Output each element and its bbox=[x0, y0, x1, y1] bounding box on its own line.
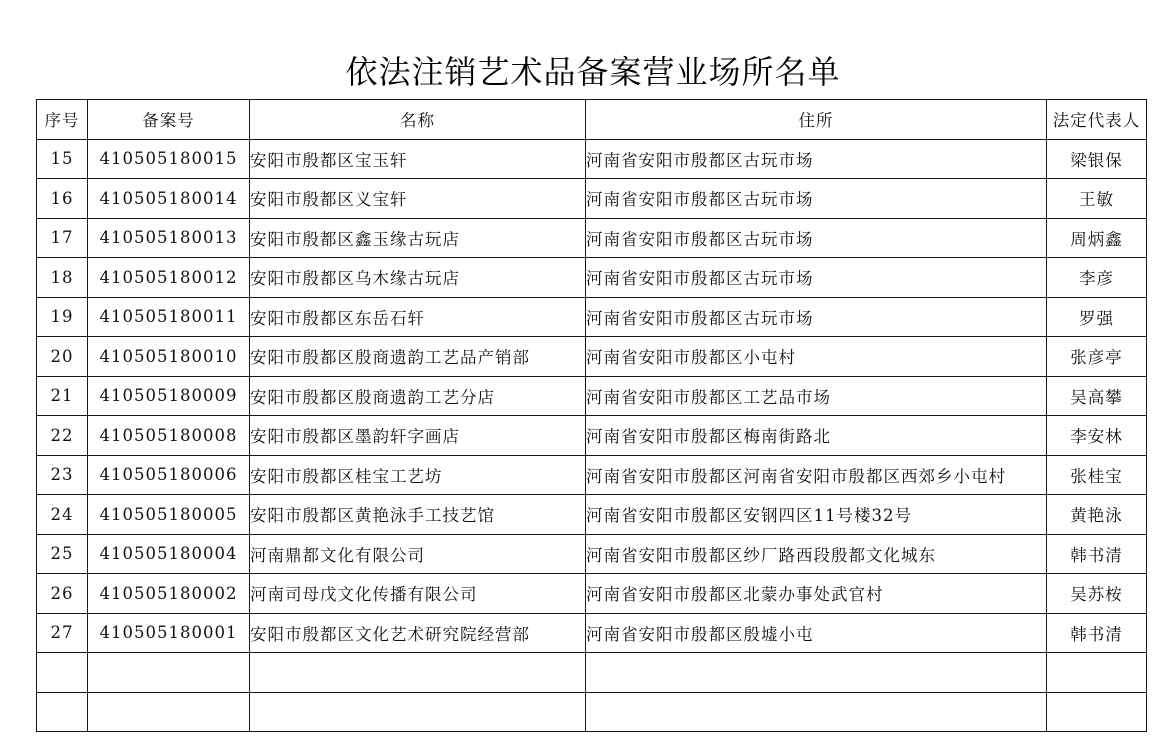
cell-name: 安阳市殷都区鑫玉缘古玩店 bbox=[250, 218, 586, 258]
cell-record-no: 410505180010 bbox=[88, 337, 250, 377]
cell-address: 河南省安阳市殷都区古玩市场 bbox=[586, 139, 1047, 179]
cell-legal-rep: 吴苏桉 bbox=[1047, 574, 1147, 614]
cell-address: 河南省安阳市殷都区古玩市场 bbox=[586, 258, 1047, 298]
cell-seq: 25 bbox=[37, 534, 88, 574]
cell-seq: 21 bbox=[37, 376, 88, 416]
cell-seq: 24 bbox=[37, 495, 88, 535]
cell-seq: 26 bbox=[37, 574, 88, 614]
cell-address: 河南省安阳市殷都区古玩市场 bbox=[586, 179, 1047, 219]
cell-name: 安阳市殷都区义宝轩 bbox=[250, 179, 586, 219]
cell-name: 河南鼎都文化有限公司 bbox=[250, 534, 586, 574]
cell-record-no: 410505180001 bbox=[88, 613, 250, 653]
cell-name: 安阳市殷都区东岳石轩 bbox=[250, 297, 586, 337]
table-row bbox=[37, 376, 1147, 416]
empty-cell bbox=[1047, 653, 1147, 693]
cell-name: 安阳市殷都区乌木缘古玩店 bbox=[250, 258, 586, 298]
cell-record-no: 410505180011 bbox=[88, 297, 250, 337]
table-header-row bbox=[37, 100, 1147, 140]
cell-address: 河南省安阳市殷都区北蒙办事处武官村 bbox=[586, 574, 1047, 614]
empty-cell bbox=[37, 692, 88, 732]
table-row bbox=[37, 139, 1147, 179]
table-row bbox=[37, 613, 1147, 653]
document-title: 依法注销艺术品备案营业场所名单 bbox=[345, 53, 841, 91]
cell-name: 安阳市殷都区殷商遗韵工艺分店 bbox=[250, 376, 586, 416]
header-seq: 序号 bbox=[37, 100, 88, 140]
cell-record-no: 410505180009 bbox=[88, 376, 250, 416]
cell-record-no: 410505180015 bbox=[88, 139, 250, 179]
cell-name: 安阳市殷都区文化艺术研究院经营部 bbox=[250, 613, 586, 653]
table-row bbox=[37, 179, 1147, 219]
empty-cell bbox=[88, 692, 250, 732]
table-row bbox=[37, 218, 1147, 258]
cell-record-no: 410505180006 bbox=[88, 455, 250, 495]
cell-seq: 17 bbox=[37, 218, 88, 258]
cell-legal-rep: 张桂宝 bbox=[1047, 455, 1147, 495]
cell-seq: 20 bbox=[37, 337, 88, 377]
cell-seq: 27 bbox=[37, 613, 88, 653]
cell-seq: 16 bbox=[37, 179, 88, 219]
cell-legal-rep: 李彦 bbox=[1047, 258, 1147, 298]
empty-table-row bbox=[37, 692, 1147, 732]
cell-seq: 15 bbox=[37, 139, 88, 179]
cell-name: 安阳市殷都区桂宝工艺坊 bbox=[250, 455, 586, 495]
cell-legal-rep: 黄艳泳 bbox=[1047, 495, 1147, 535]
cell-record-no: 410505180005 bbox=[88, 495, 250, 535]
cell-legal-rep: 韩书清 bbox=[1047, 534, 1147, 574]
cell-address: 河南省安阳市殷都区河南省安阳市殷都区西郊乡小屯村 bbox=[586, 455, 1047, 495]
cell-address: 河南省安阳市殷都区工艺品市场 bbox=[586, 376, 1047, 416]
empty-cell bbox=[250, 653, 586, 693]
header-address: 住所 bbox=[586, 100, 1047, 140]
cell-seq: 19 bbox=[37, 297, 88, 337]
cell-seq: 18 bbox=[37, 258, 88, 298]
cell-address: 河南省安阳市殷都区梅南街路北 bbox=[586, 416, 1047, 456]
cell-address: 河南省安阳市殷都区殷墟小屯 bbox=[586, 613, 1047, 653]
empty-cell bbox=[586, 692, 1047, 732]
cell-legal-rep: 王敏 bbox=[1047, 179, 1147, 219]
table-row bbox=[37, 416, 1147, 456]
cell-address: 河南省安阳市殷都区古玩市场 bbox=[586, 297, 1047, 337]
table-row bbox=[37, 337, 1147, 377]
table-row bbox=[37, 574, 1147, 614]
cell-seq: 22 bbox=[37, 416, 88, 456]
table-body bbox=[37, 139, 1147, 732]
table-row bbox=[37, 534, 1147, 574]
registry-table bbox=[36, 99, 1147, 732]
empty-table-row bbox=[37, 653, 1147, 693]
cell-record-no: 410505180012 bbox=[88, 258, 250, 298]
header-record-no: 备案号 bbox=[88, 100, 250, 140]
empty-cell bbox=[250, 692, 586, 732]
header-name: 名称 bbox=[250, 100, 586, 140]
cell-legal-rep: 吴高攀 bbox=[1047, 376, 1147, 416]
table-row bbox=[37, 495, 1147, 535]
cell-record-no: 410505180013 bbox=[88, 218, 250, 258]
cell-record-no: 410505180008 bbox=[88, 416, 250, 456]
cell-legal-rep: 周炳鑫 bbox=[1047, 218, 1147, 258]
empty-cell bbox=[88, 653, 250, 693]
table-row bbox=[37, 455, 1147, 495]
cell-legal-rep: 韩书清 bbox=[1047, 613, 1147, 653]
cell-legal-rep: 罗强 bbox=[1047, 297, 1147, 337]
cell-record-no: 410505180004 bbox=[88, 534, 250, 574]
cell-name: 安阳市殷都区墨韵轩字画店 bbox=[250, 416, 586, 456]
cell-name: 安阳市殷都区宝玉轩 bbox=[250, 139, 586, 179]
header-legal-rep: 法定代表人 bbox=[1047, 100, 1147, 140]
cell-address: 河南省安阳市殷都区古玩市场 bbox=[586, 218, 1047, 258]
table-row bbox=[37, 297, 1147, 337]
empty-cell bbox=[37, 653, 88, 693]
cell-record-no: 410505180002 bbox=[88, 574, 250, 614]
cell-name: 河南司母戊文化传播有限公司 bbox=[250, 574, 586, 614]
cell-legal-rep: 梁银保 bbox=[1047, 139, 1147, 179]
empty-cell bbox=[1047, 692, 1147, 732]
empty-cell bbox=[586, 653, 1047, 693]
cell-seq: 23 bbox=[37, 455, 88, 495]
cell-address: 河南省安阳市殷都区纱厂路西段殷都文化城东 bbox=[586, 534, 1047, 574]
cell-address: 河南省安阳市殷都区小屯村 bbox=[586, 337, 1047, 377]
cell-address: 河南省安阳市殷都区安钢四区11号楼32号 bbox=[586, 495, 1047, 535]
table-row bbox=[37, 258, 1147, 298]
cell-legal-rep: 张彦亭 bbox=[1047, 337, 1147, 377]
cell-record-no: 410505180014 bbox=[88, 179, 250, 219]
cell-name: 安阳市殷都区殷商遗韵工艺品产销部 bbox=[250, 337, 586, 377]
cell-name: 安阳市殷都区黄艳泳手工技艺馆 bbox=[250, 495, 586, 535]
cell-legal-rep: 李安林 bbox=[1047, 416, 1147, 456]
